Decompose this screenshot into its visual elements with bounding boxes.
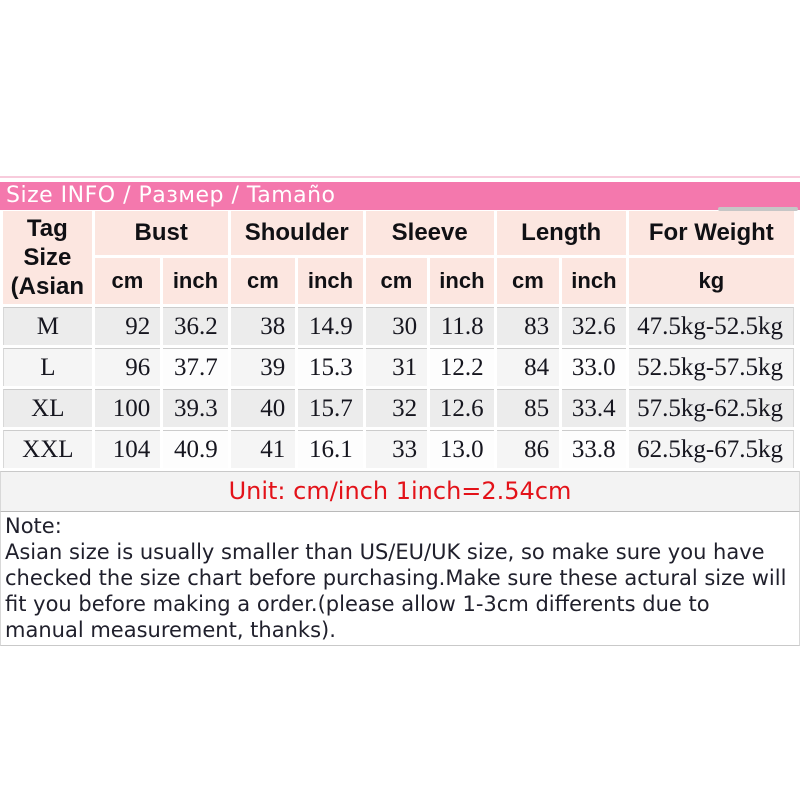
tag-size-line: Tag [26, 215, 68, 242]
length-inch-cell: 33.0 [562, 348, 626, 386]
group-header-bust: Bust [95, 211, 228, 255]
bust-inch-cell: 39.3 [163, 389, 228, 427]
unit-header-inch: inch [298, 258, 363, 304]
sleeve-cm-cell: 32 [366, 389, 427, 427]
size-cell: L [3, 348, 92, 386]
shoulder-cm-cell: 38 [231, 307, 296, 345]
shoulder-cm-cell: 41 [231, 430, 296, 468]
size-row-m [3, 307, 794, 345]
shoulder-inch-cell: 14.9 [298, 307, 363, 345]
length-inch-cell: 32.6 [562, 307, 626, 345]
bust-cm-cell: 92 [95, 307, 161, 345]
tag-size-line: (Asian [10, 273, 85, 300]
size-cell: M [3, 307, 92, 345]
note-line: Asian size is usually smaller than US/EU/UK size, so make sure you have [5, 540, 765, 564]
sleeve-inch-cell: 11.8 [430, 307, 494, 345]
size-row-xxl [3, 430, 794, 468]
group-header-weight: For Weight [629, 211, 794, 255]
group-header-length: Length [497, 211, 626, 255]
bust-cm-cell: 100 [95, 389, 161, 427]
bust-inch-cell: 36.2 [163, 307, 228, 345]
sleeve-cm-cell: 31 [366, 348, 427, 386]
sleeve-cm-cell: 33 [366, 430, 427, 468]
unit-header-inch: inch [163, 258, 228, 304]
unit-header-inch: inch [430, 258, 494, 304]
unit-header-kg: kg [629, 258, 794, 304]
shoulder-inch-cell: 15.3 [298, 348, 363, 386]
note-line: Note: [5, 514, 62, 538]
length-cm-cell: 84 [497, 348, 559, 386]
scrollbar-artifact [718, 207, 798, 211]
unit-note: Unit: cm/inch 1inch=2.54cm [0, 471, 800, 511]
group-header-sleeve: Sleeve [366, 211, 494, 255]
sleeve-cm-cell: 30 [366, 307, 427, 345]
size-row-xl [3, 389, 794, 427]
weight-cell: 52.5kg-57.5kg [629, 348, 794, 386]
bust-inch-cell: 40.9 [163, 430, 228, 468]
size-info-title-bar [0, 182, 800, 210]
size-cell: XXL [3, 430, 92, 468]
note-line: manual measurement, thanks). [5, 618, 336, 642]
unit-header-inch: inch [562, 258, 626, 304]
tag-size-header [3, 211, 92, 304]
bust-cm-cell: 104 [95, 430, 161, 468]
shoulder-cm-cell: 40 [231, 389, 296, 427]
length-cm-cell: 83 [497, 307, 559, 345]
size-row-l [3, 348, 794, 386]
length-cm-cell: 85 [497, 389, 559, 427]
unit-header-cm: cm [497, 258, 559, 304]
unit-header-cm: cm [95, 258, 161, 304]
weight-cell: 47.5kg-52.5kg [629, 307, 794, 345]
note-section [0, 511, 800, 646]
length-inch-cell: 33.4 [562, 389, 626, 427]
bust-inch-cell: 37.7 [163, 348, 228, 386]
sleeve-inch-cell: 13.0 [430, 430, 494, 468]
sleeve-inch-cell: 12.2 [430, 348, 494, 386]
note-line: checked the size chart before purchasing.Make sure these actural size will [5, 566, 787, 590]
top-divider [0, 176, 800, 178]
length-inch-cell: 33.8 [562, 430, 626, 468]
bust-cm-cell: 96 [95, 348, 161, 386]
shoulder-inch-cell: 15.7 [298, 389, 363, 427]
size-table [0, 208, 797, 471]
shoulder-inch-cell: 16.1 [298, 430, 363, 468]
size-info-title: Size INFO / Размер / Tamaño [6, 183, 336, 208]
length-cm-cell: 86 [497, 430, 559, 468]
weight-cell: 57.5kg-62.5kg [629, 389, 794, 427]
shoulder-cm-cell: 39 [231, 348, 296, 386]
group-header-shoulder: Shoulder [231, 211, 363, 255]
size-cell: XL [3, 389, 92, 427]
unit-header-cm: cm [231, 258, 296, 304]
note-line: fit you before making a order.(please allow 1-3cm differents due to [5, 592, 710, 616]
unit-header-cm: cm [366, 258, 427, 304]
weight-cell: 62.5kg-67.5kg [629, 430, 794, 468]
sleeve-inch-cell: 12.6 [430, 389, 494, 427]
tag-size-line: Size [23, 244, 72, 271]
